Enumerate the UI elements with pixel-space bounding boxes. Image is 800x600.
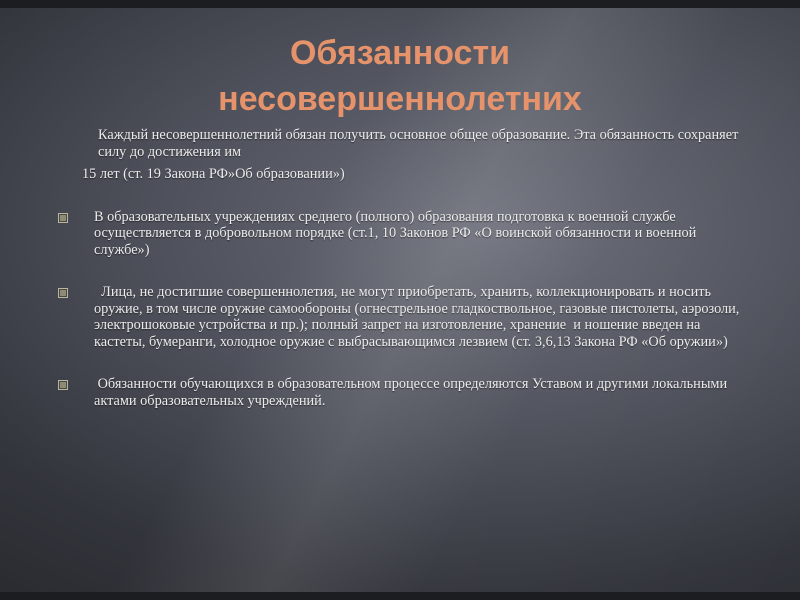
bullet-text-2: Лица, не достигшие совершеннолетия, не могут приобретать, хранить, коллекционировать и носить оружие, в том числе оружие самообороны (огнестрельное гладкоствольное, газовые пистолеты, аэрозоли, электрошоковые устройства и пр.); полный запрет на изготовление, хранение и ношение введен на кастеты, бумеранги, холодное оружие с выбрасывающимся лезвием (ст. 3,6,13 Закона РФ «Об оружии») xyxy=(94,284,743,350)
slide-title xyxy=(0,30,800,122)
intro-paragraph: Каждый несовершеннолетний обязан получить основное общее образование. Эта обязанность сохраняет силу до достижения им xyxy=(98,127,739,160)
slide-title-line-2: несовершеннолетних xyxy=(218,80,582,118)
bullet-square-icon xyxy=(58,213,68,223)
bullet-text-1: В образовательных учреждениях среднего (полного) образования подготовка к военной службе осуществляется в добровольном порядке (ст.1, 10 Законов РФ «О воинской обязанности и военной службе») xyxy=(94,208,697,258)
slide-title-line-1: Обязанности xyxy=(289,34,511,72)
bullet-square-icon xyxy=(58,288,68,298)
bullet-item-2 xyxy=(54,284,754,350)
bullet-item-1 xyxy=(54,209,754,259)
slide-body xyxy=(54,127,754,409)
bullet-square-icon xyxy=(58,380,68,390)
bullet-text-3: Обязанности обучающихся в образовательном процессе определяются Уставом и другими локальными актами образовательных учреждений. xyxy=(94,376,731,409)
intro-continuation: 15 лет (ст. 19 Закона РФ»Об образовании») xyxy=(82,166,345,182)
bullet-item-3 xyxy=(54,376,754,409)
